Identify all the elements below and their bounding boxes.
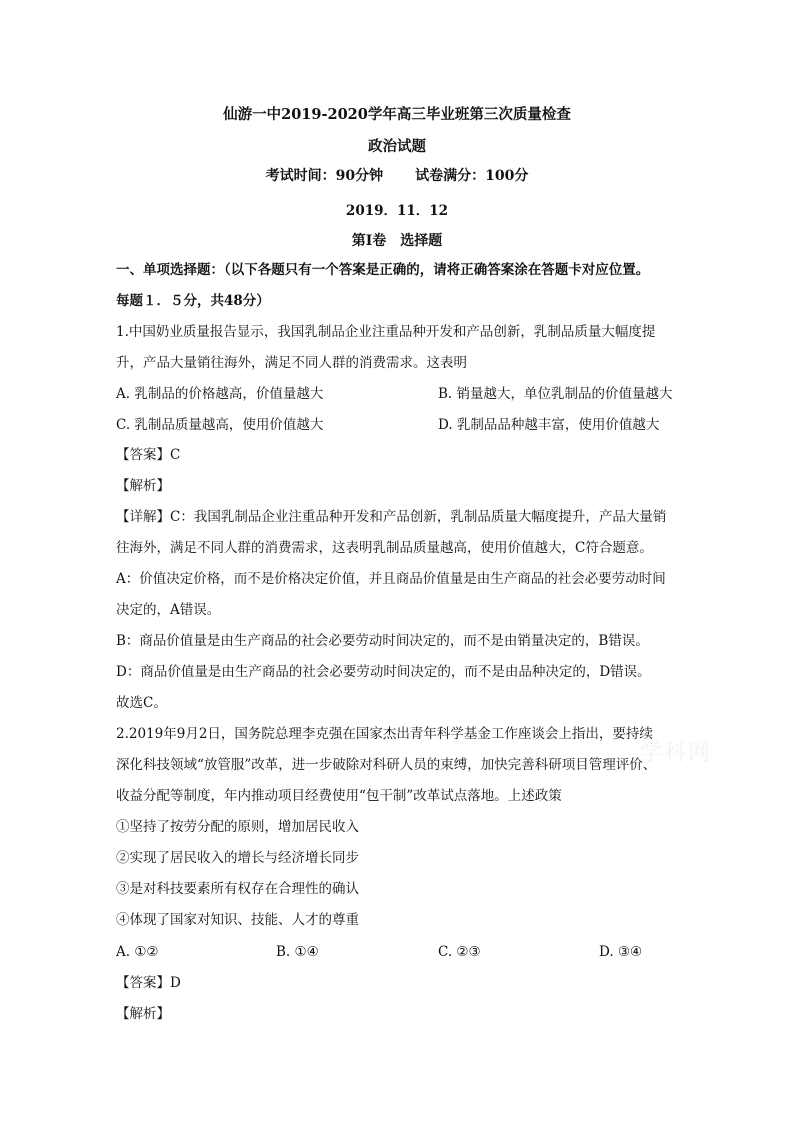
q2-analysis-label: 【解析】 (116, 1006, 170, 1022)
q1-option-a: A. 乳制品的价格越高，价值量越大 (116, 386, 324, 402)
q2-answer: 【答案】D (116, 975, 181, 991)
q2-item-2: ②实现了居民收入的增长与经济增长同步 (116, 850, 359, 866)
q1-explain-b: B：商品价值量是由生产商品的社会必要劳动时间决定的，而不是由销量决定的，B错误。 (116, 633, 649, 649)
q2-stem-line1: 2.2019年9月2日，国务院总理李克强在国家杰出青年科学基金工作座谈会上指出，要持续 (116, 726, 653, 742)
subject-title: 政治试题 (368, 138, 426, 155)
q1-answer: 【答案】C (116, 447, 181, 463)
q1-analysis-label: 【解析】 (116, 478, 170, 494)
q1-option-c: C. 乳制品质量越高，使用价值越大 (116, 417, 324, 433)
exam-time: 考试时间：90分钟 (265, 168, 384, 184)
q1-stem-line2: 升，产品大量销往海外，满足不同人群的消费需求。这表明 (116, 355, 467, 371)
exam-info (0, 165, 794, 185)
exam-date: 2019．11．12 (345, 203, 449, 219)
q2-option-a: A. ①② (116, 944, 159, 960)
q2-option-c: C. ②③ (438, 944, 481, 960)
q1-conclusion: 故选C。 (116, 695, 167, 711)
q2-item-1: ①坚持了按劳分配的原则，增加居民收入 (116, 819, 359, 835)
section-heading-line2: 每题１．５分，共48分） (116, 293, 270, 309)
q2-item-3: ③是对科技要素所有权存在合理性的确认 (116, 881, 359, 897)
exam-title: 仙游一中2019-2020学年高三毕业班第三次质量检查 (223, 106, 571, 123)
q1-detail-line1: 【详解】C：我国乳制品企业注重品种开发和产品创新，乳制品质量大幅度提升，产品大量销 (116, 509, 667, 525)
volume-title: 第Ⅰ卷 选择题 (351, 233, 443, 249)
section-heading-line1: 一、单项选择题：（以下各题只有一个答案是正确的，请将正确答案涂在答题卡对应位置。 (116, 262, 650, 278)
q2-option-d: D. ③④ (599, 944, 643, 960)
q1-explain-d: D：商品价值量是由生产商品的社会必要劳动时间决定的，而不是由品种决定的，D错误。 (116, 664, 651, 680)
full-score: 试卷满分：100分 (415, 168, 529, 184)
q1-explain-a-line1: A：价值决定价格，而不是价格决定价值，并且商品价值量是由生产商品的社会必要劳动时间 (116, 571, 666, 587)
q1-option-b: B. 销量越大，单位乳制品的价值量越大 (438, 386, 673, 402)
q1-explain-a-line2: 决定的，A错误。 (116, 602, 221, 618)
q2-stem-line2: 深化科技领域“放管服”改革，进一步破除对科研人员的束缚，加快完善科研项目管理评价、 (116, 757, 657, 773)
q2-item-4: ④体现了国家对知识、技能、人才的尊重 (116, 912, 359, 928)
q1-detail-line2: 往海外，满足不同人群的消费需求，这表明乳制品质量越高，使用价值越大，C符合题意。 (116, 540, 653, 556)
q2-stem-line3: 收益分配等制度，年内推动项目经费使用“包干制”改革试点落地。上述政策 (116, 788, 562, 804)
q2-option-b: B. ①④ (276, 944, 319, 960)
q1-option-d: D. 乳制品品种越丰富，使用价值越大 (438, 417, 660, 433)
q1-stem-line1: 1.中国奶业质量报告显示，我国乳制品企业注重品种开发和产品创新，乳制品质量大幅度提 (116, 324, 656, 340)
watermark: 学科网 (640, 741, 713, 766)
